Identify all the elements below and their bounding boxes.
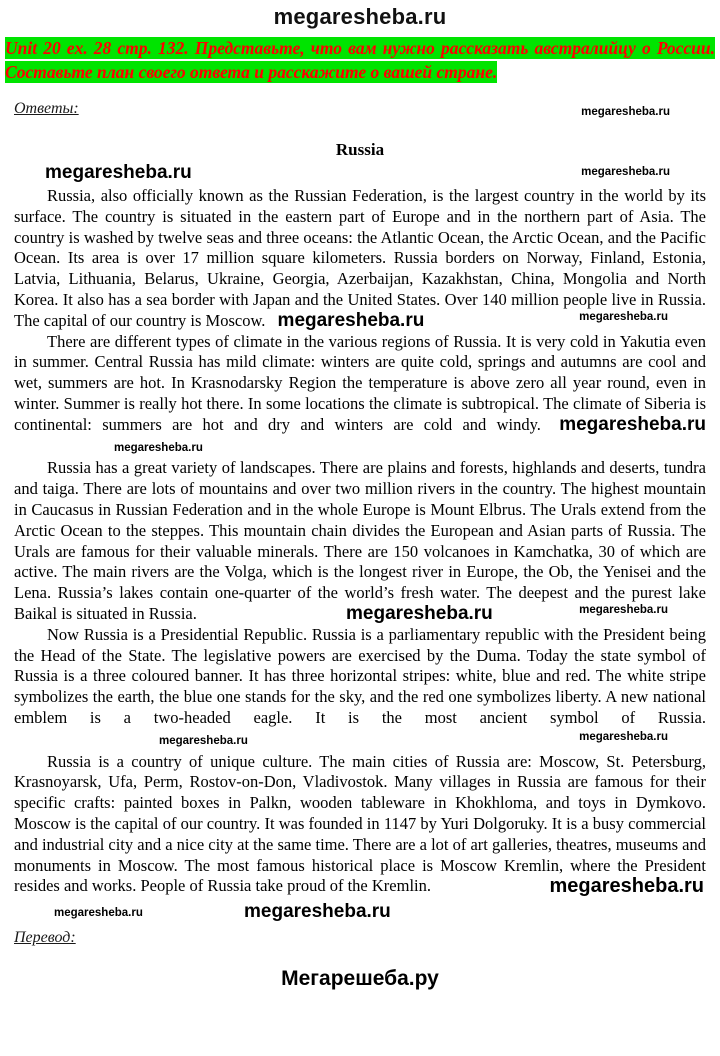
essay-paragraph	[14, 186, 706, 332]
watermark-megaresheba: megaresheba.ru	[54, 907, 143, 920]
task-header	[5, 37, 715, 85]
watermark-row-top	[14, 162, 706, 186]
paragraph-text: Russia is a country of unique culture. The main cities of Russia are: Moscow, St. Petersburg, Krasnoyarsk, Ufa, Perm, Rostov-on-Don, Vladivostok. Many villages in Russia are famous for their specific crafts: painted boxes in Palkn, wooden tableware in Khokhloma, and toys in Dymkovo. Moscow is the capital of our country. It was founded in 1147 by Yuri Dolgoruky. It is a busy commercial and industrial city and a nice city at the same time. There are a lot of art galleries, theatres, museums and monuments in Moscow. The most famous historical place is Moscow Kremlin, where the President resides and works. People of Russia take proud of the Kremlin.	[14, 751, 706, 896]
watermark-megaresheba: megaresheba.ru	[114, 441, 203, 454]
watermark-megaresheba: megaresheba.ru	[581, 166, 670, 178]
paragraph-text: Now Russia is a Presidential Republic. Russia is a parliamentary republic with the President being the Head of the State. The legislative powers are exercised by the Duma. Today the state symbol of Russia is a three coloured banner. It has three horizontal stripes: white, blue and red. The white stripe symbolizes the earth, the blue one stands for the sky, and the red one symbolizes liberty. A new national emblem is a two-headed eagle. It is the most ancient symbol of Russia.	[14, 624, 706, 727]
watermark-megaresheba: megaresheba.ru	[559, 413, 707, 435]
answers-row	[14, 100, 706, 120]
site-brand-bottom: Мегарешеба.ру	[281, 967, 439, 991]
watermark-megaresheba: megaresheba.ru	[579, 310, 668, 323]
watermark-row-bottom	[14, 899, 706, 923]
watermark-megaresheba: megaresheba.ru	[549, 875, 704, 898]
essay-paragraph	[14, 458, 706, 624]
answers-label: Ответы:	[14, 100, 79, 117]
watermark-megaresheba: megaresheba.ru	[579, 603, 668, 616]
paragraph-text: Russia has a great variety of landscapes. There are plains and forests, highlands and deserts, tundra and taiga. There are lots of mountains and over two million rivers in the country. The highest mountain in Caucasus in Russian Federation and in the whole Europe is Mount Elbrus. The Urals extend from the Arctic Ocean to the steppes. This mountain chain divides the European and Asian parts of Russia. The Urals are famous for their valuable minerals. There are 150 volcanoes in Kamchatka, 30 of which are active. The main rivers are the Volga, which is the longest river in Europe, the Ob, the Yenisei and the Lena. Russia’s lakes contain one-quarter of the world’s fresh water. The deepest and the purest lake Baikal is situated in Russia.	[14, 458, 706, 623]
watermark-megaresheba: megaresheba.ru	[244, 901, 391, 923]
essay-title: Russia	[335, 140, 385, 159]
site-brand-top: megaresheba.ru	[273, 4, 447, 29]
watermark-megaresheba: megaresheba.ru	[579, 730, 668, 743]
watermark-megaresheba: megaresheba.ru	[159, 734, 248, 747]
watermark-megaresheba: megaresheba.ru	[346, 602, 493, 624]
paragraph-text: Russia, also officially known as the Russian Federation, is the largest country in the world by its surface. The country is situated in the eastern part of Europe and in the northern part of Asia. The country is washed by twelve seas and three oceans: the Atlantic Ocean, the Arctic Ocean, and the Pacific Ocean. Its area is over 17 million square kilometers. Russia borders on Norway, Finland, Estonia, Latvia, Lithuania, Belarus, Ukraine, Georgia, Azerbaijan, Kazakhstan, China, Mongolia and North Korea. It also has a sea border with Japan and the United States. Over 140 million people live in Russia. The capital of our country is Moscow.	[14, 186, 706, 330]
watermark-megaresheba: megaresheba.ru	[277, 309, 425, 331]
watermark-megaresheba: megaresheba.ru	[45, 162, 192, 183]
watermark-megaresheba: megaresheba.ru	[581, 106, 670, 118]
task-text: Unit 20 ex. 28 стр. 132. Представьте, что вам нужно рассказать австралийцу о России. Составьте план своего ответа и расскажите о вашей стране.	[5, 38, 715, 82]
translation-row	[14, 929, 706, 949]
translation-label: Перевод:	[14, 929, 76, 947]
essay-paragraph	[14, 625, 706, 752]
essay-paragraph	[14, 752, 706, 898]
paragraph-text: There are different types of climate in the various regions of Russia. It is very cold in Yakutia even in summer. Central Russia has mild climate: winters are quite cold, springs and autumns are cool and wet, summers are hot. In Krasnodarsky Region the temperature is above zero all year round, even in winter. Summer is really hot there. In some locations the climate is subtropical. The climate of Siberia is continental: summers are hot and dry and winters are cold and windy.	[14, 331, 706, 434]
essay-paragraph	[14, 332, 706, 459]
